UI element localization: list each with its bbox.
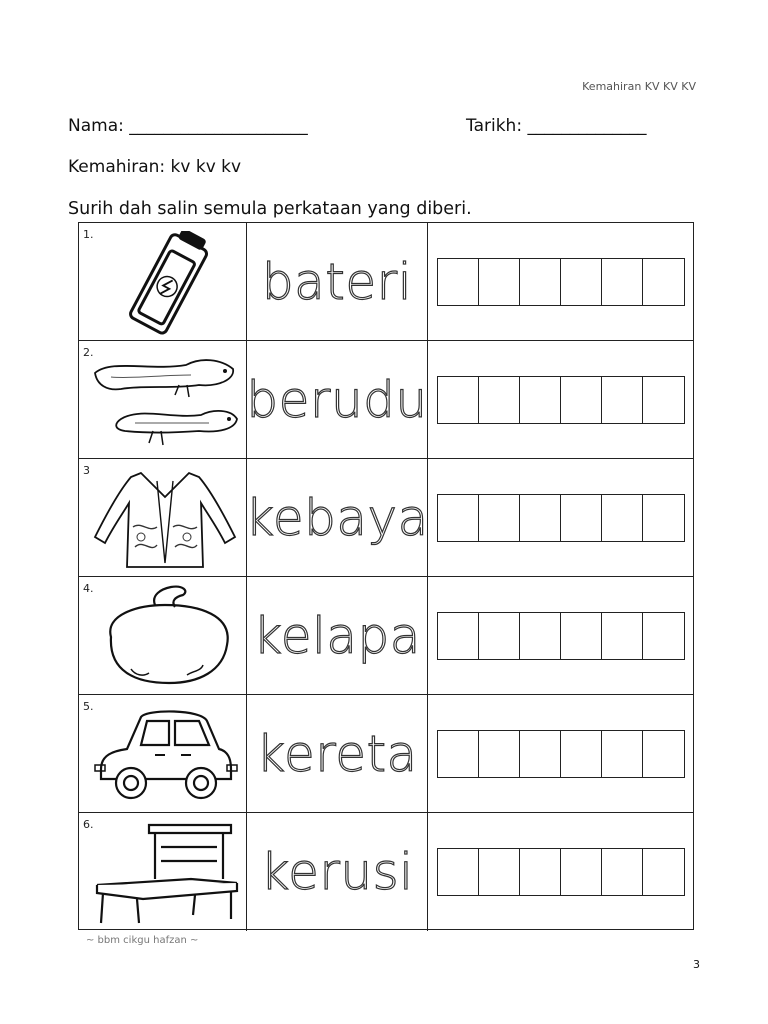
table-row — [79, 459, 693, 577]
trace-word: kerusi — [260, 843, 414, 901]
letter-boxes — [437, 848, 685, 896]
table-row — [79, 223, 693, 341]
letter-boxes — [437, 376, 685, 424]
table-row — [79, 577, 693, 695]
row-number: 3 — [83, 464, 90, 477]
letter-box[interactable] — [643, 849, 684, 895]
letter-box[interactable] — [561, 377, 602, 423]
letter-boxes — [437, 612, 685, 660]
row-number: 6. — [83, 818, 94, 831]
date-field-label: Tarikh: ______________ — [466, 116, 647, 136]
letter-boxes — [437, 258, 685, 306]
row-number: 5. — [83, 700, 94, 713]
letter-box[interactable] — [479, 613, 520, 659]
trace-word: bateri — [261, 252, 413, 311]
instruction-text: Surih dah salin semula perkataan yang diberi. — [68, 199, 472, 219]
page-number: 3 — [693, 958, 700, 971]
letter-box[interactable] — [520, 849, 561, 895]
coconut-icon — [91, 585, 239, 689]
letter-box[interactable] — [643, 731, 684, 777]
letter-box[interactable] — [520, 495, 561, 541]
letter-box[interactable] — [479, 495, 520, 541]
letter-boxes — [437, 494, 685, 542]
letter-box[interactable] — [602, 259, 643, 305]
letter-box[interactable] — [561, 849, 602, 895]
table-row — [79, 341, 693, 459]
worksheet-series-label: Kemahiran KV KV KV — [582, 80, 696, 93]
kebaya-icon — [91, 467, 239, 571]
trace-word: kelapa — [253, 606, 421, 665]
letter-box[interactable] — [602, 495, 643, 541]
letter-boxes — [437, 730, 685, 778]
letter-box[interactable] — [438, 495, 479, 541]
tadpole-icon — [91, 349, 239, 453]
table-row — [79, 813, 693, 931]
letter-box[interactable] — [520, 259, 561, 305]
letter-box[interactable] — [479, 259, 520, 305]
letter-box[interactable] — [438, 613, 479, 659]
letter-box[interactable] — [602, 377, 643, 423]
letter-box[interactable] — [479, 377, 520, 423]
letter-box[interactable] — [602, 613, 643, 659]
skill-label: Kemahiran: kv kv kv — [68, 157, 242, 177]
battery-icon — [91, 231, 239, 335]
letter-box[interactable] — [479, 731, 520, 777]
trace-word: berudu — [246, 370, 428, 429]
letter-box[interactable] — [438, 731, 479, 777]
letter-box[interactable] — [561, 731, 602, 777]
credit-text: ~ bbm cikgu hafzan ~ — [86, 935, 199, 946]
letter-box[interactable] — [438, 259, 479, 305]
chair-icon — [91, 821, 239, 925]
row-number: 4. — [83, 582, 94, 595]
letter-box[interactable] — [520, 377, 561, 423]
name-field-label: Nama: _____________________ — [68, 116, 308, 136]
car-icon — [91, 703, 239, 807]
table-row — [79, 695, 693, 813]
letter-box[interactable] — [561, 495, 602, 541]
letter-box[interactable] — [520, 613, 561, 659]
row-number: 2. — [83, 346, 94, 359]
row-number: 1. — [83, 228, 94, 241]
letter-box[interactable] — [561, 259, 602, 305]
worksheet-table — [78, 222, 694, 930]
letter-box[interactable] — [438, 849, 479, 895]
letter-box[interactable] — [643, 259, 684, 305]
letter-box[interactable] — [561, 613, 602, 659]
letter-box[interactable] — [438, 377, 479, 423]
letter-box[interactable] — [602, 849, 643, 895]
letter-box[interactable] — [602, 731, 643, 777]
letter-box[interactable] — [643, 377, 684, 423]
letter-box[interactable] — [479, 849, 520, 895]
letter-box[interactable] — [643, 495, 684, 541]
trace-word: kereta — [256, 724, 418, 783]
letter-box[interactable] — [520, 731, 561, 777]
letter-box[interactable] — [643, 613, 684, 659]
trace-word: kebaya — [245, 488, 429, 547]
